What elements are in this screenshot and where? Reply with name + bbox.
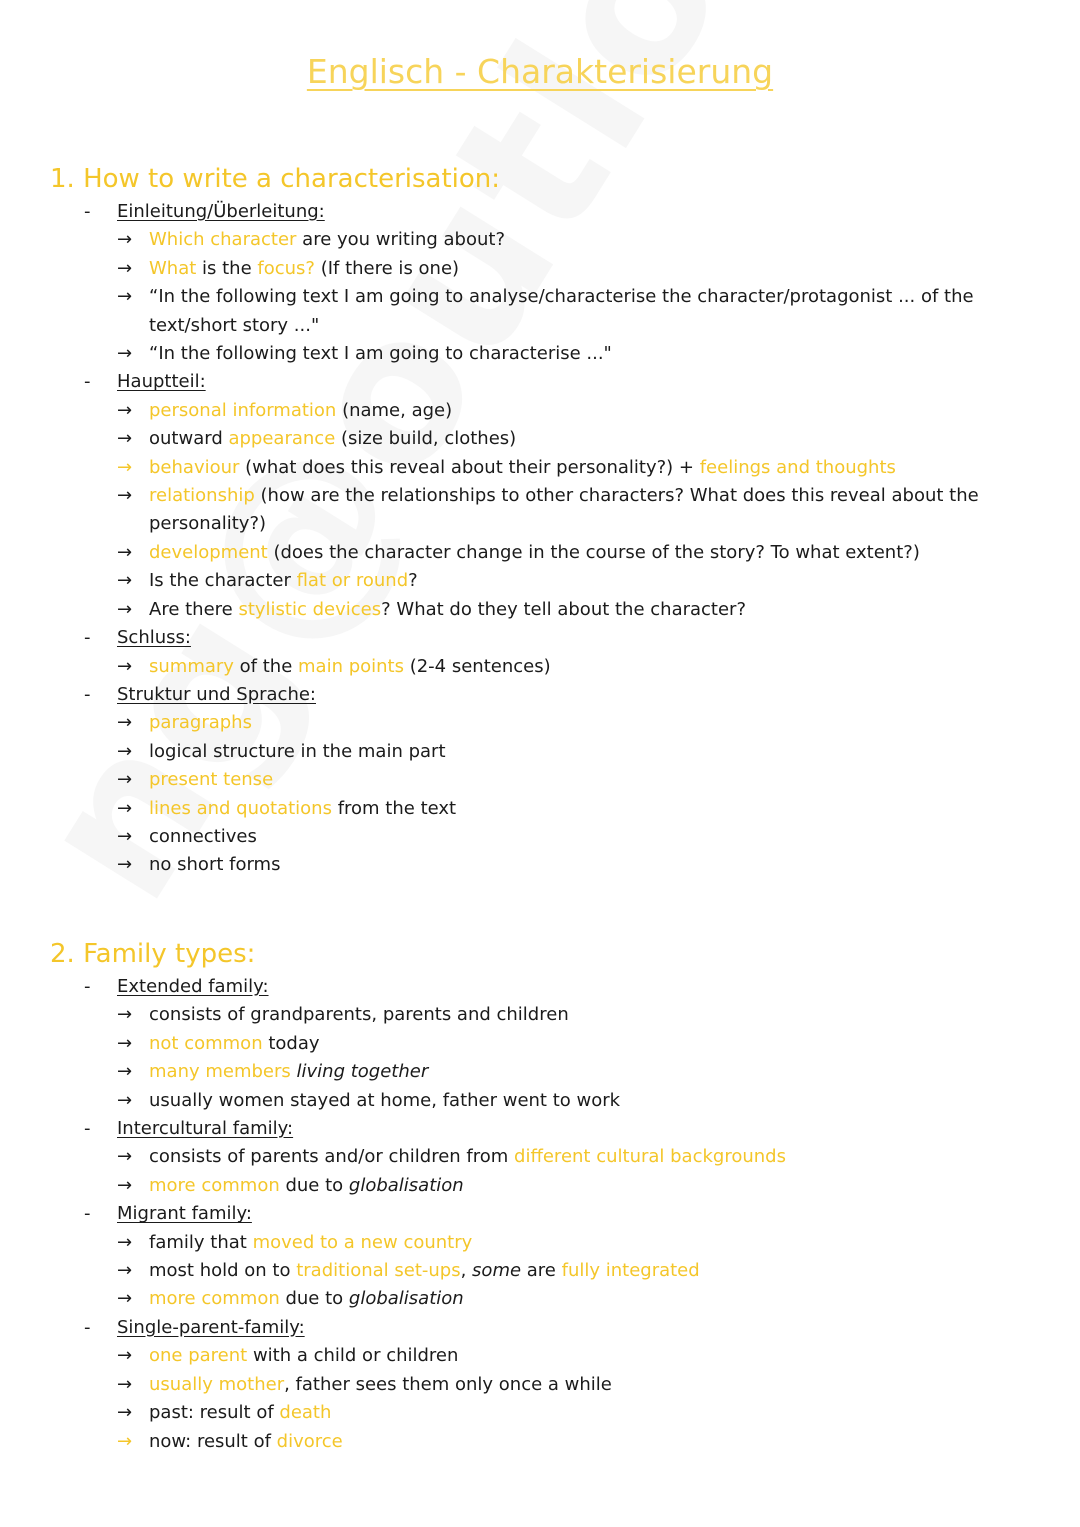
list-item — [117, 539, 1050, 567]
item-text: usually women stayed at home, father went to work — [149, 1089, 621, 1111]
item-text: are — [521, 1260, 562, 1282]
arrow-icon: → — [117, 1089, 133, 1111]
item-text: due to — [279, 1174, 349, 1196]
list-item — [117, 226, 1050, 254]
bullet-dash: - — [84, 201, 91, 222]
item-text: due to — [279, 1288, 349, 1310]
highlight-text: Which character — [149, 229, 297, 251]
list-item — [117, 255, 1050, 283]
section-heading-family-types: 2. Family types: — [50, 939, 256, 969]
arrow-icon: → — [117, 570, 133, 592]
arrow-icon: → — [117, 1260, 133, 1282]
bullet-dash: - — [84, 1118, 91, 1140]
item-text: (If there is one) — [314, 257, 460, 279]
item-text: from the text — [331, 797, 457, 819]
highlight-text: not common — [149, 1032, 263, 1054]
group-schluss — [50, 624, 1050, 681]
highlight-text: main points — [298, 655, 404, 677]
highlight-text: stylistic devices — [238, 598, 382, 620]
item-text: , — [460, 1260, 473, 1282]
list-item — [117, 1058, 1050, 1086]
highlight-text: flat or round — [296, 570, 409, 592]
arrow-icon: → — [117, 257, 133, 279]
highlight-text: summary — [149, 655, 234, 677]
item-text: past: result of — [149, 1402, 280, 1424]
arrow-icon: → — [117, 1373, 133, 1395]
item-text: now: result of — [149, 1430, 277, 1452]
list-item — [117, 425, 1050, 453]
section-family-types — [50, 937, 1050, 1456]
item-text: are you writing about? — [296, 229, 506, 251]
list-item — [117, 851, 1050, 879]
list-item — [117, 567, 1050, 595]
list-item — [117, 1087, 1050, 1115]
list-item — [117, 283, 1050, 340]
group-struktur — [50, 681, 1050, 880]
bullet-dash: - — [84, 1316, 91, 1338]
list-item — [117, 795, 1050, 823]
arrow-icon: → — [117, 1430, 133, 1452]
bullet-dash: - — [84, 683, 91, 705]
arrow-icon: → — [117, 343, 133, 365]
list-item — [117, 823, 1050, 851]
highlight-text: focus? — [257, 257, 315, 279]
arrow-icon: → — [117, 1231, 133, 1253]
group-hauptteil — [50, 368, 1050, 624]
arrow-icon: → — [117, 1004, 133, 1026]
list-item — [117, 397, 1050, 425]
highlight-text: relationship — [149, 485, 255, 507]
highlight-text: usually mother — [149, 1373, 285, 1395]
highlight-text: lines and quotations — [149, 797, 332, 819]
arrow-icon: → — [117, 598, 133, 620]
list-item — [117, 482, 1050, 539]
item-text: Is the character — [149, 570, 297, 592]
highlight-text: appearance — [228, 428, 336, 450]
list-item — [117, 1030, 1050, 1058]
item-text: family that — [149, 1231, 253, 1253]
item-text: (name, age) — [336, 399, 453, 421]
arrow-icon: → — [117, 769, 133, 791]
item-text: outward — [149, 428, 229, 450]
arrow-icon: → — [117, 797, 133, 819]
list-item — [117, 766, 1050, 794]
bullet-dash: - — [84, 371, 91, 393]
highlight-text: more common — [149, 1288, 280, 1310]
group-single-parent-family — [50, 1314, 1050, 1456]
highlight-text: one parent — [149, 1345, 248, 1367]
list-item — [117, 1172, 1050, 1200]
group-intercultural-family — [50, 1115, 1050, 1200]
item-text: of the — [233, 655, 298, 677]
arrow-icon: → — [117, 1174, 133, 1196]
arrow-icon: → — [117, 854, 133, 876]
highlight-text: moved to a new country — [252, 1231, 473, 1253]
item-text: (2-4 sentences) — [403, 655, 551, 677]
highlight-text: behaviour — [149, 456, 240, 478]
list-item — [117, 653, 1050, 681]
item-text: ? What do they tell about the character? — [381, 598, 747, 620]
group-migrant-family — [50, 1200, 1050, 1314]
highlight-text: divorce — [276, 1430, 343, 1452]
item-text: most hold on to — [149, 1260, 297, 1282]
item-text: logical structure in the main part — [149, 740, 446, 762]
arrow-icon: → — [117, 1061, 133, 1083]
page-title: Englisch - Charakterisierung — [306, 52, 774, 91]
arrow-icon: → — [117, 825, 133, 847]
arrow-icon: → — [117, 712, 133, 734]
highlight-text: personal information — [149, 399, 337, 421]
item-text: no short forms — [149, 854, 281, 876]
list-item — [117, 1285, 1050, 1313]
group-title-extended: Extended family: — [117, 976, 269, 997]
highlight-text: more common — [149, 1174, 280, 1196]
arrow-icon: → — [117, 541, 133, 563]
group-extended-family — [50, 973, 1050, 1115]
list-item — [117, 709, 1050, 737]
highlight-text: different cultural backgrounds — [514, 1146, 786, 1168]
list-item — [117, 738, 1050, 766]
group-title-migrant: Migrant family: — [117, 1203, 252, 1225]
arrow-icon: → — [117, 1146, 133, 1168]
group-title-hauptteil: Hauptteil: — [117, 371, 206, 393]
bullet-dash: - — [84, 1203, 91, 1225]
item-text: (size build, clothes) — [335, 428, 517, 450]
arrow-icon: → — [117, 1032, 133, 1054]
item-text: consists of parents and/or children from — [149, 1146, 515, 1168]
arrow-icon: → — [117, 740, 133, 762]
highlight-text: development — [149, 541, 268, 563]
item-text: is the — [196, 257, 258, 279]
item-text: “In the following text I am going to characterise ..." — [149, 343, 612, 365]
item-text: (what does this reveal about their personality?) + — [239, 456, 700, 478]
list-item — [117, 340, 1050, 368]
arrow-icon: → — [117, 286, 133, 308]
italic-text: some — [472, 1260, 522, 1282]
item-text: “In the following text I am going to analyse/characterise the character/protagonist ... of the text/short story ..." — [149, 286, 974, 336]
item-text: , father sees them only once a while — [284, 1373, 612, 1395]
italic-text: living together — [290, 1061, 429, 1083]
item-text: ? — [408, 570, 418, 592]
highlight-text: fully integrated — [561, 1260, 700, 1282]
list-item — [117, 1257, 1050, 1285]
arrow-icon: → — [117, 229, 133, 251]
highlight-text: present tense — [149, 769, 274, 791]
arrow-icon: → — [117, 1345, 133, 1367]
section-heading-characterisation: 1. How to write a characterisation: — [50, 164, 501, 194]
section-characterisation — [50, 162, 1050, 880]
item-text: with a child or children — [247, 1345, 459, 1367]
bullet-dash: - — [84, 976, 91, 997]
list-item — [117, 1229, 1050, 1257]
highlight-text: feelings and thoughts — [699, 456, 896, 478]
group-einleitung — [50, 198, 1050, 368]
group-title-einleitung: Einleitung/Überleitung: — [117, 201, 325, 222]
group-title-single-parent: Single-parent-family: — [117, 1316, 305, 1338]
arrow-icon: → — [117, 428, 133, 450]
highlight-text: many members — [149, 1061, 291, 1083]
italic-text: globalisation — [348, 1174, 464, 1196]
list-item — [117, 596, 1050, 624]
highlight-text: paragraphs — [149, 712, 252, 734]
item-text: connectives — [149, 825, 257, 847]
arrow-icon: → — [117, 485, 133, 507]
list-item — [117, 1342, 1050, 1370]
highlight-text: traditional set-ups — [296, 1260, 461, 1282]
list-item — [117, 1428, 1050, 1456]
list-item — [117, 1001, 1050, 1029]
list-item — [117, 1371, 1050, 1399]
highlight-text: death — [279, 1402, 332, 1424]
arrow-icon: → — [117, 655, 133, 677]
item-text: today — [262, 1032, 320, 1054]
list-item — [117, 1399, 1050, 1427]
arrow-icon: → — [117, 456, 133, 478]
highlight-text: What — [149, 257, 197, 279]
list-item — [117, 1143, 1050, 1171]
item-text: (does the character change in the course of the story? To what extent?) — [267, 541, 920, 563]
list-item — [117, 454, 1050, 482]
arrow-icon: → — [117, 399, 133, 421]
group-title-struktur: Struktur und Sprache: — [117, 683, 316, 705]
item-text: Are there — [149, 598, 239, 620]
italic-text: globalisation — [348, 1288, 464, 1310]
group-title-schluss: Schluss: — [117, 627, 191, 649]
arrow-icon: → — [117, 1402, 133, 1424]
item-text: (how are the relationships to other characters? What does this reveal about the personality?) — [149, 485, 979, 535]
item-text: consists of grandparents, parents and children — [149, 1004, 569, 1026]
group-title-intercultural: Intercultural family: — [117, 1118, 294, 1140]
arrow-icon: → — [117, 1288, 133, 1310]
bullet-dash: - — [84, 627, 91, 649]
